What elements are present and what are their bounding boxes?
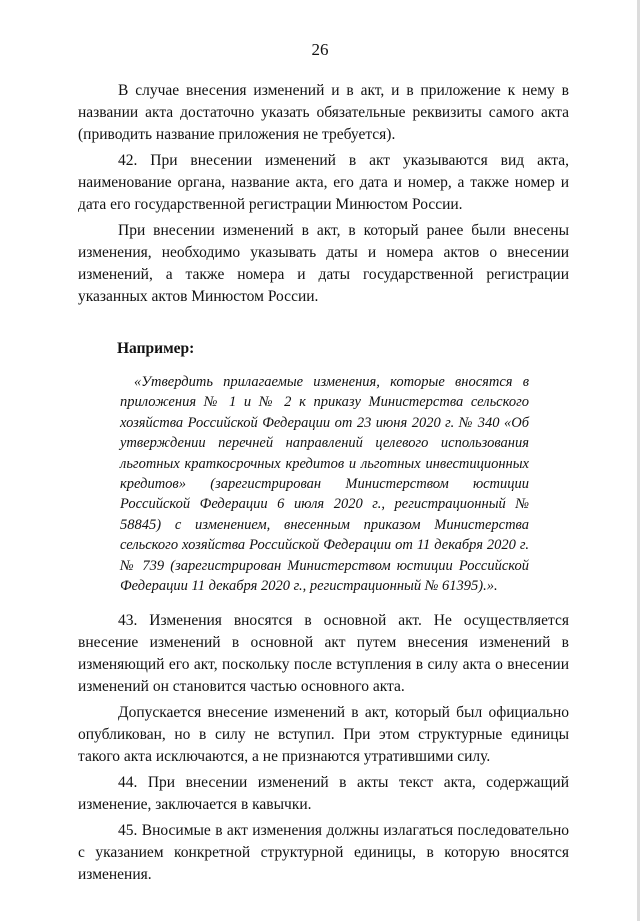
paragraph-item-43: 43. Изменения вносятся в основной акт. Не осуществляется внесение изменений в основной акт путем внесения изменений в изменяющий его акт, поскольку после вступления в силу акта о внесении изменений он становится частью основного акта.: [78, 612, 569, 696]
paragraph-item-45: 45. Вносимые в акт изменения должны излагаться последовательно с указанием конкретной структурной единицы, в которую вносятся изменения.: [78, 822, 569, 884]
paragraph-previous-changes: При внесении изменений в акт, в который ранее были внесены изменения, необходимо указывать даты и номера актов о внесении изменений, а также номера и даты государственной регистрации указанных актов Минюстом России.: [78, 222, 569, 305]
example-quote: «Утвердить прилагаемые изменения, которые вносятся в приложения № 1 и № 2 к приказу Министерства сельского хозяйства Российской Федерации от 23 июня 2020 г. № 340 «Об утверждении перечней направлений целевого использования льготных краткосрочных кредитов и льготных инвестиционных кредитов» (зарегистрирован Министерством юстиции Российской Федерации 6 июля 2020 г., регистрационный № 58845) с изменением, внесенным приказом Министерства сельского хозяйства Российской Федерации от 11 декабря 2020 г. № 739 (зарегистрирован Министерством юстиции Российской Федерации 11 декабря 2020 г., регистрационный № 61395).».: [120, 374, 529, 595]
paragraph-item-44: 44. При внесении изменений в акты текст акта, содержащий изменение, заключается в кавычки.: [78, 774, 569, 814]
paragraph-item-42: 42. При внесении изменений в акт указываются вид акта, наименование органа, название акта, его дата и номер, а также номер и дата его государственной регистрации Минюстом России.: [78, 152, 569, 213]
document-body: [78, 80, 569, 886]
paragraph-appendix-changes: В случае внесения изменений и в акт, и в приложение к нему в названии акта достаточно указать обязательные реквизиты самого акта (приводить название приложения не требуется).: [78, 82, 569, 143]
paragraph-published-not-in-force: Допускается внесение изменений в акт, который был официально опубликован, но в силу не вступил. При этом структурные единицы такого акта исключаются, а не признаются утратившими силу.: [78, 704, 569, 766]
example-heading: Например:: [117, 340, 195, 357]
page-number: 26: [311, 40, 329, 59]
